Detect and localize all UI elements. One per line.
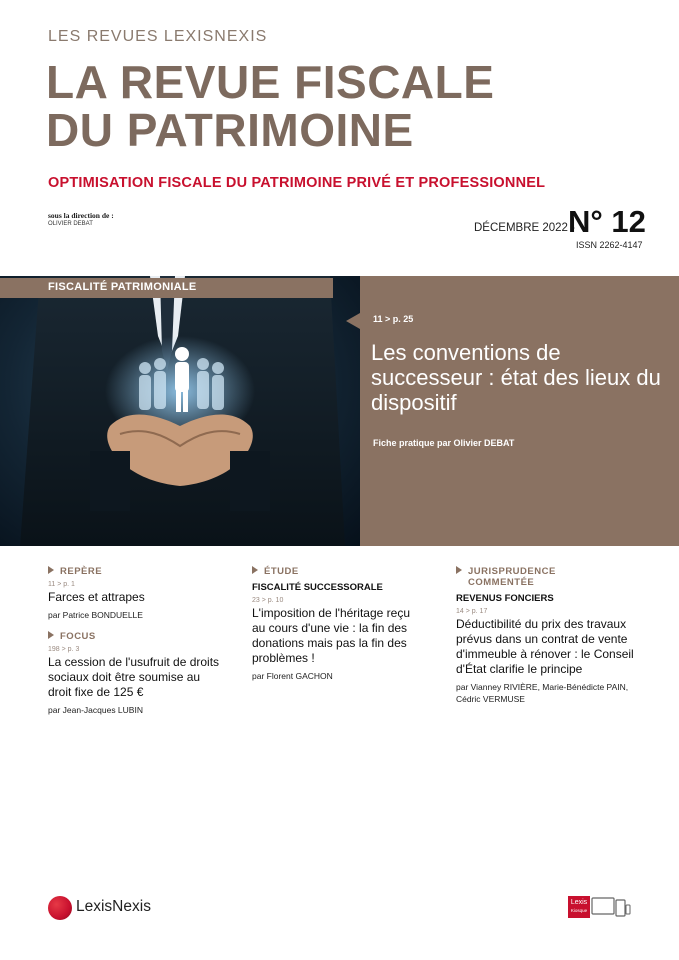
section-tag-label: FISCALITÉ PATRIMONIALE — [48, 281, 197, 293]
repere-heading: REPÈRE — [48, 566, 233, 577]
journal-title-line1: LA REVUE FISCALE — [46, 56, 495, 108]
journal-title-line2: DU PATRIMOINE — [46, 104, 414, 156]
cover-photo — [0, 276, 360, 546]
etude-heading: ÉTUDE — [252, 566, 430, 577]
etude-ref: 23 > p. 10 — [252, 597, 284, 604]
feature-ref: 11 > p. 25 — [373, 314, 414, 324]
direction-label: sous la direction de : — [48, 211, 114, 220]
journal-title — [46, 58, 494, 154]
column-repere — [48, 566, 233, 716]
column-etude — [252, 566, 430, 682]
feature-author: Fiche pratique par Olivier DEBAT — [373, 438, 515, 448]
devices-icon — [591, 896, 631, 920]
triangle-bullet-icon — [456, 566, 462, 574]
triangle-bullet-icon — [48, 631, 54, 639]
jurisprudence-ref: 14 > p. 17 — [456, 608, 488, 615]
focus-heading: FOCUS — [48, 631, 233, 642]
series-label: LES REVUES LEXISNEXIS — [48, 28, 268, 45]
journal-subtitle: OPTIMISATION FISCALE DU PATRIMOINE PRIVÉ ET PROFESSIONNEL — [48, 175, 546, 191]
jurisprudence-author: par Vianney RIVIÈRE, Marie-Bénédicte PAIN, Cédric VERMUSE — [456, 682, 629, 704]
repere-author: par Patrice BONDUELLE — [48, 610, 143, 620]
publisher-name: LexisNexis — [76, 898, 151, 915]
jurisprudence-title[interactable]: Déductibilité du prix des travaux prévus dans un contrat de vente d'immeuble à rénover : le Conseil d'État clarifie le principe — [456, 617, 634, 676]
lexisnexis-logo-icon — [48, 896, 72, 920]
focus-ref: 198 > p. 3 — [48, 646, 80, 653]
triangle-bullet-icon — [48, 566, 54, 574]
repere-ref: 11 > p. 1 — [48, 581, 75, 588]
issue-date: DÉCEMBRE 2022 - — [474, 222, 575, 234]
focus-author: par Jean-Jacques LUBIN — [48, 705, 143, 715]
issn: ISSN 2262-4147 — [576, 240, 643, 250]
business-hands-illustration — [0, 276, 360, 546]
jurisprudence-heading: JURISPRUDENCE COMMENTÉE — [456, 566, 636, 588]
feature-title[interactable]: Les conventions de successeur : état des lieux du dispositif — [371, 340, 661, 415]
lexis-kiosque-icon: Lexis Kiosque — [568, 896, 590, 918]
column-jurisprudence — [456, 566, 636, 705]
jurisprudence-rubric: REVENUS FONCIERS — [456, 593, 554, 604]
etude-title[interactable]: L'imposition de l'héritage reçu au cours d'une vie : la fin des donations mais pas la fin des problèmes ! — [252, 606, 411, 665]
etude-author: par Florent GACHON — [252, 671, 333, 681]
etude-rubric: FISCALITÉ SUCCESSORALE — [252, 582, 383, 593]
direction-name: OLIVIER DEBAT — [48, 221, 93, 227]
triangle-bullet-icon — [252, 566, 258, 574]
feature-pointer — [346, 313, 360, 329]
issue-number: N° 12 — [568, 204, 646, 239]
section-tag — [0, 278, 333, 298]
focus-title[interactable]: La cession de l'usufruit de droits sociaux doit être soumise au droit fixe de 125 € — [48, 655, 220, 699]
repere-title[interactable]: Farces et attrapes — [48, 590, 145, 604]
